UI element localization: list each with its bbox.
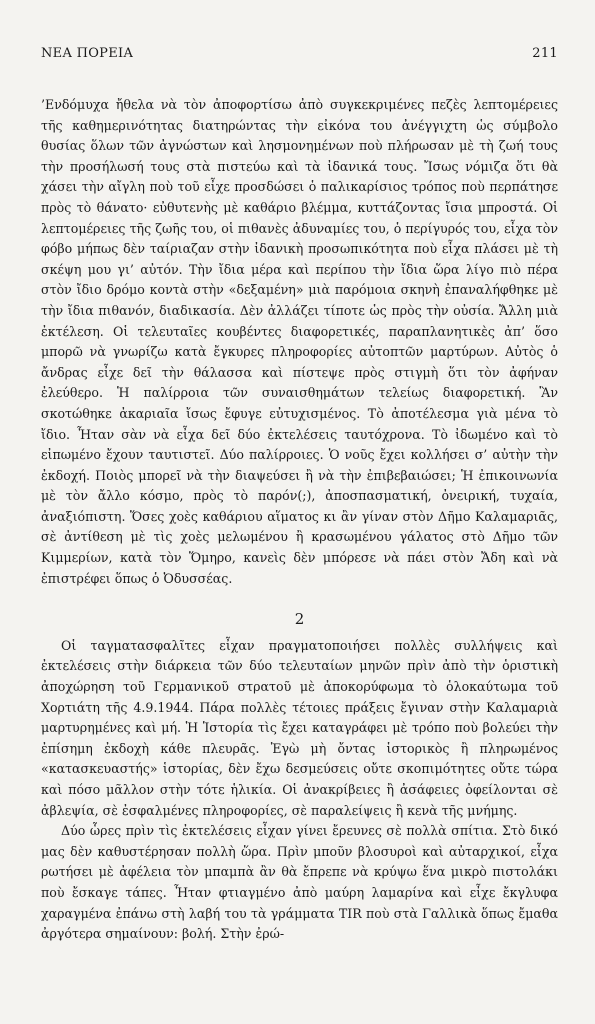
paragraph: Δύο ὧρες πρὶν τὶς ἐκτελέσεις εἶχαν γίνει ἔρευνες σὲ πολλὰ σπίτια. Στὸ δικό μας δὲν καθυστέρησαν πολλὴ ὥρα. Πρὶν μποῦν βλοσυροὶ καὶ αὐταρχικοί, εἶχα ρωτήσει μὲ ἀφέλεια τὸν μπαμπὰ ἂν θὰ ἔπρεπε νὰ κρύψω ἕνα μικρὸ πιστολάκι ποὺ ἔσκαγε τάπες. Ἦταν φτιαγμένο ἀπὸ μαύρη λαμαρίνα καὶ εἶχε ἔκγλυφα χαραγμένα ἐπάνω στὴ λαβή του τὰ γράμματα TIR ποὺ στὰ Γαλλικὰ ὅπως ἔμαθα ἀργότερα σημαίνουν: βολή. Στὴν ἐρώ- bbox=[41, 823, 558, 942]
body-text bbox=[41, 95, 558, 945]
paragraph: ’Ενδόμυχα ἤθελα νὰ τὸν ἀποφορτίσω ἀπὸ συγκεκριμένες πεζὲς λεπτομέρειες τῆς καθημερινότητας διατηρώντας τὴν εἰκόνα του ἀνέγγιχτη ὡς σύμβολο θυσίας ὅλων τῶν ἀγνώστων καὶ λησμονημένων ποὺ πλήρωσαν μὲ τὴ ζωή τους τὴν προσήλωσή τους στὰ πιστεύω καὶ τὰ ἰδανικά τους. Ἴσως νόμιζα ὅτι θὰ χάσει τὴν αἴγλη ποὺ τοῦ εἶχε προσδώσει ὁ παλικαρίσιος τρόπος ποὺ περπάτησε πρὸς τὸ θάνατο· εὐθυτενὴς μὲ καθάριο βλέμμα, κυττάζοντας ἴσια μπροστά. Οἱ λεπτομέρειες τῆς ζωῆς του, οἱ πιθανὲς ἀδυναμίες του, ὁ περίγυρός του, εἶχα τὸν φόβο μήπως δὲν ταίριαζαν στὴν ἰδανικὴ προσωπικότητα ποὺ εἶχα πλάσει μὲ τὴ σκέψη μου γι’ αὐτόν. Τὴν ἴδια μέρα καὶ περίπου τὴν ἴδια ὥρα λίγο πιὸ πέρα στὸν ἴδιο δρόμο κοντὰ στὴν «δεξαμένη» μιὰ παρόμοια σκηνὴ ἐπαναλήφθηκε μὲ τὴν ἴδια πιθανόν, διαδικασία. Δὲν ἀλλάζει τίποτε ὡς πρὸς τὴν οὐσία. Ἄλλη μιὰ ἐκτέλεση. Οἱ τελευταῖες κουβέντες διαφορετικές, παραπλανητικὲς ἀπ’ ὅσο μπορῶ νὰ γνωρίζω κατὰ ἔγκυρες πληροφορίες αὐτοπτῶν μαρτύρων. Αὐτὸς ὁ ἄνδρας εἶχε δεῖ τὴν θάλασσα καὶ πίστεψε πρὸς στιγμὴ ὅτι τὸν ἀφήναν ἐλεύθερο. Ἡ παλίρροια τῶν συναισθημάτων τελείως διαφορετική. Ἂν σκοτώθηκε ἀκαριαῖα ἴσως ἔφυγε εὐτυχισμένος. Τὸ ἀποτέλεσμα γιὰ μένα τὸ ἴδιο. Ἦταν σὰν νὰ εἶχα δεῖ δύο ἐκτελέσεις ταυτόχρονα. Τὸ ἰδωμένο καὶ τὸ εἰπωμένο ἔχουν ταυτιστεῖ. Δύο παλίρροιες. Ὁ νοῦς ἔχει κολλήσει σ’ αὐτὴν τὴν ἐκδοχή. Ποιὸς μπορεῖ νὰ τὴν διαψεύσει ἢ νὰ τὴν ἐπιβεβαιώσει; Ἡ ἐπικοινωνία μὲ τὸν ἄλλο κόσμο, πρὸς τὸ παρόν(;), ἀποσπασματική, ὀνειρική, τυχαία, ἀναξιόπιστη. Ὅσες χοὲς καθάριου αἵματος κι ἂν γίναν στὸν Δῆμο Καλαμαριᾶς, σὲ ἀντίθεση μὲ τὶς χοὲς μελωμένου ἢ κρασωμένου γάλατος στὸ Δῆμο τῶν Κιμμερίων, κατὰ τὸν Ὅμηρο, κανεὶς δὲν μπόρεσε νὰ πάει στὸν Ἄδη καὶ νὰ ἐπιστρέφει ὅπως ὁ Ὀδυσσέας. bbox=[41, 97, 558, 586]
running-head-title: ΝΕΑ ΠΟΡΕΙΑ bbox=[41, 46, 134, 61]
running-head bbox=[41, 46, 558, 61]
section-number: 2 bbox=[294, 610, 305, 629]
page-number: 211 bbox=[532, 46, 558, 61]
paragraph: Οἱ ταγματασφαλῖτες εἶχαν πραγματοποιήσει πολλὲς συλλήψεις καὶ ἐκτελέσεις στὴν διάρκεια τῶν δύο τελευταίων μηνῶν πρὶν ἀπὸ τὴν ὁριστικὴ ἀποχώρηση τοῦ Γερμανικοῦ στρατοῦ μὲ ἀποκορύφωμα τὸ ὁλοκαύτωμα τοῦ Χορτιάτη τῆς 4.9.1944. Πάρα πολλὲς τέτοιες πράξεις ἔγιναν στὴν Καλαμαριὰ μαρτυρημένες καὶ μή. Ἡ Ἱστορία τὶς ἔχει καταγράφει μὲ τρόπο ποὺ βολεύει τὴν ἐπίσημη ἐκδοχὴ κάθε πλευρᾶς. Ἐγὼ μὴ ὄντας ἱστορικὸς ἢ πληρωμένος «κατασκευαστής» ἱστορίας, δὲν ἔχω δεσμεύσεις οὔτε σκοπιμότητες οὔτε τώρα καὶ πόσο μᾶλλον στὴν τότε ἡλικία. Οἱ ἀνακρίβειες ἢ ἀσάφειες ὀφείλονται σὲ ἀβλεψία, σὲ ἐσφαλμένες πληροφορίες, σὲ παραλείψεις ἢ κενὰ τῆς μνήμης. bbox=[41, 637, 558, 818]
